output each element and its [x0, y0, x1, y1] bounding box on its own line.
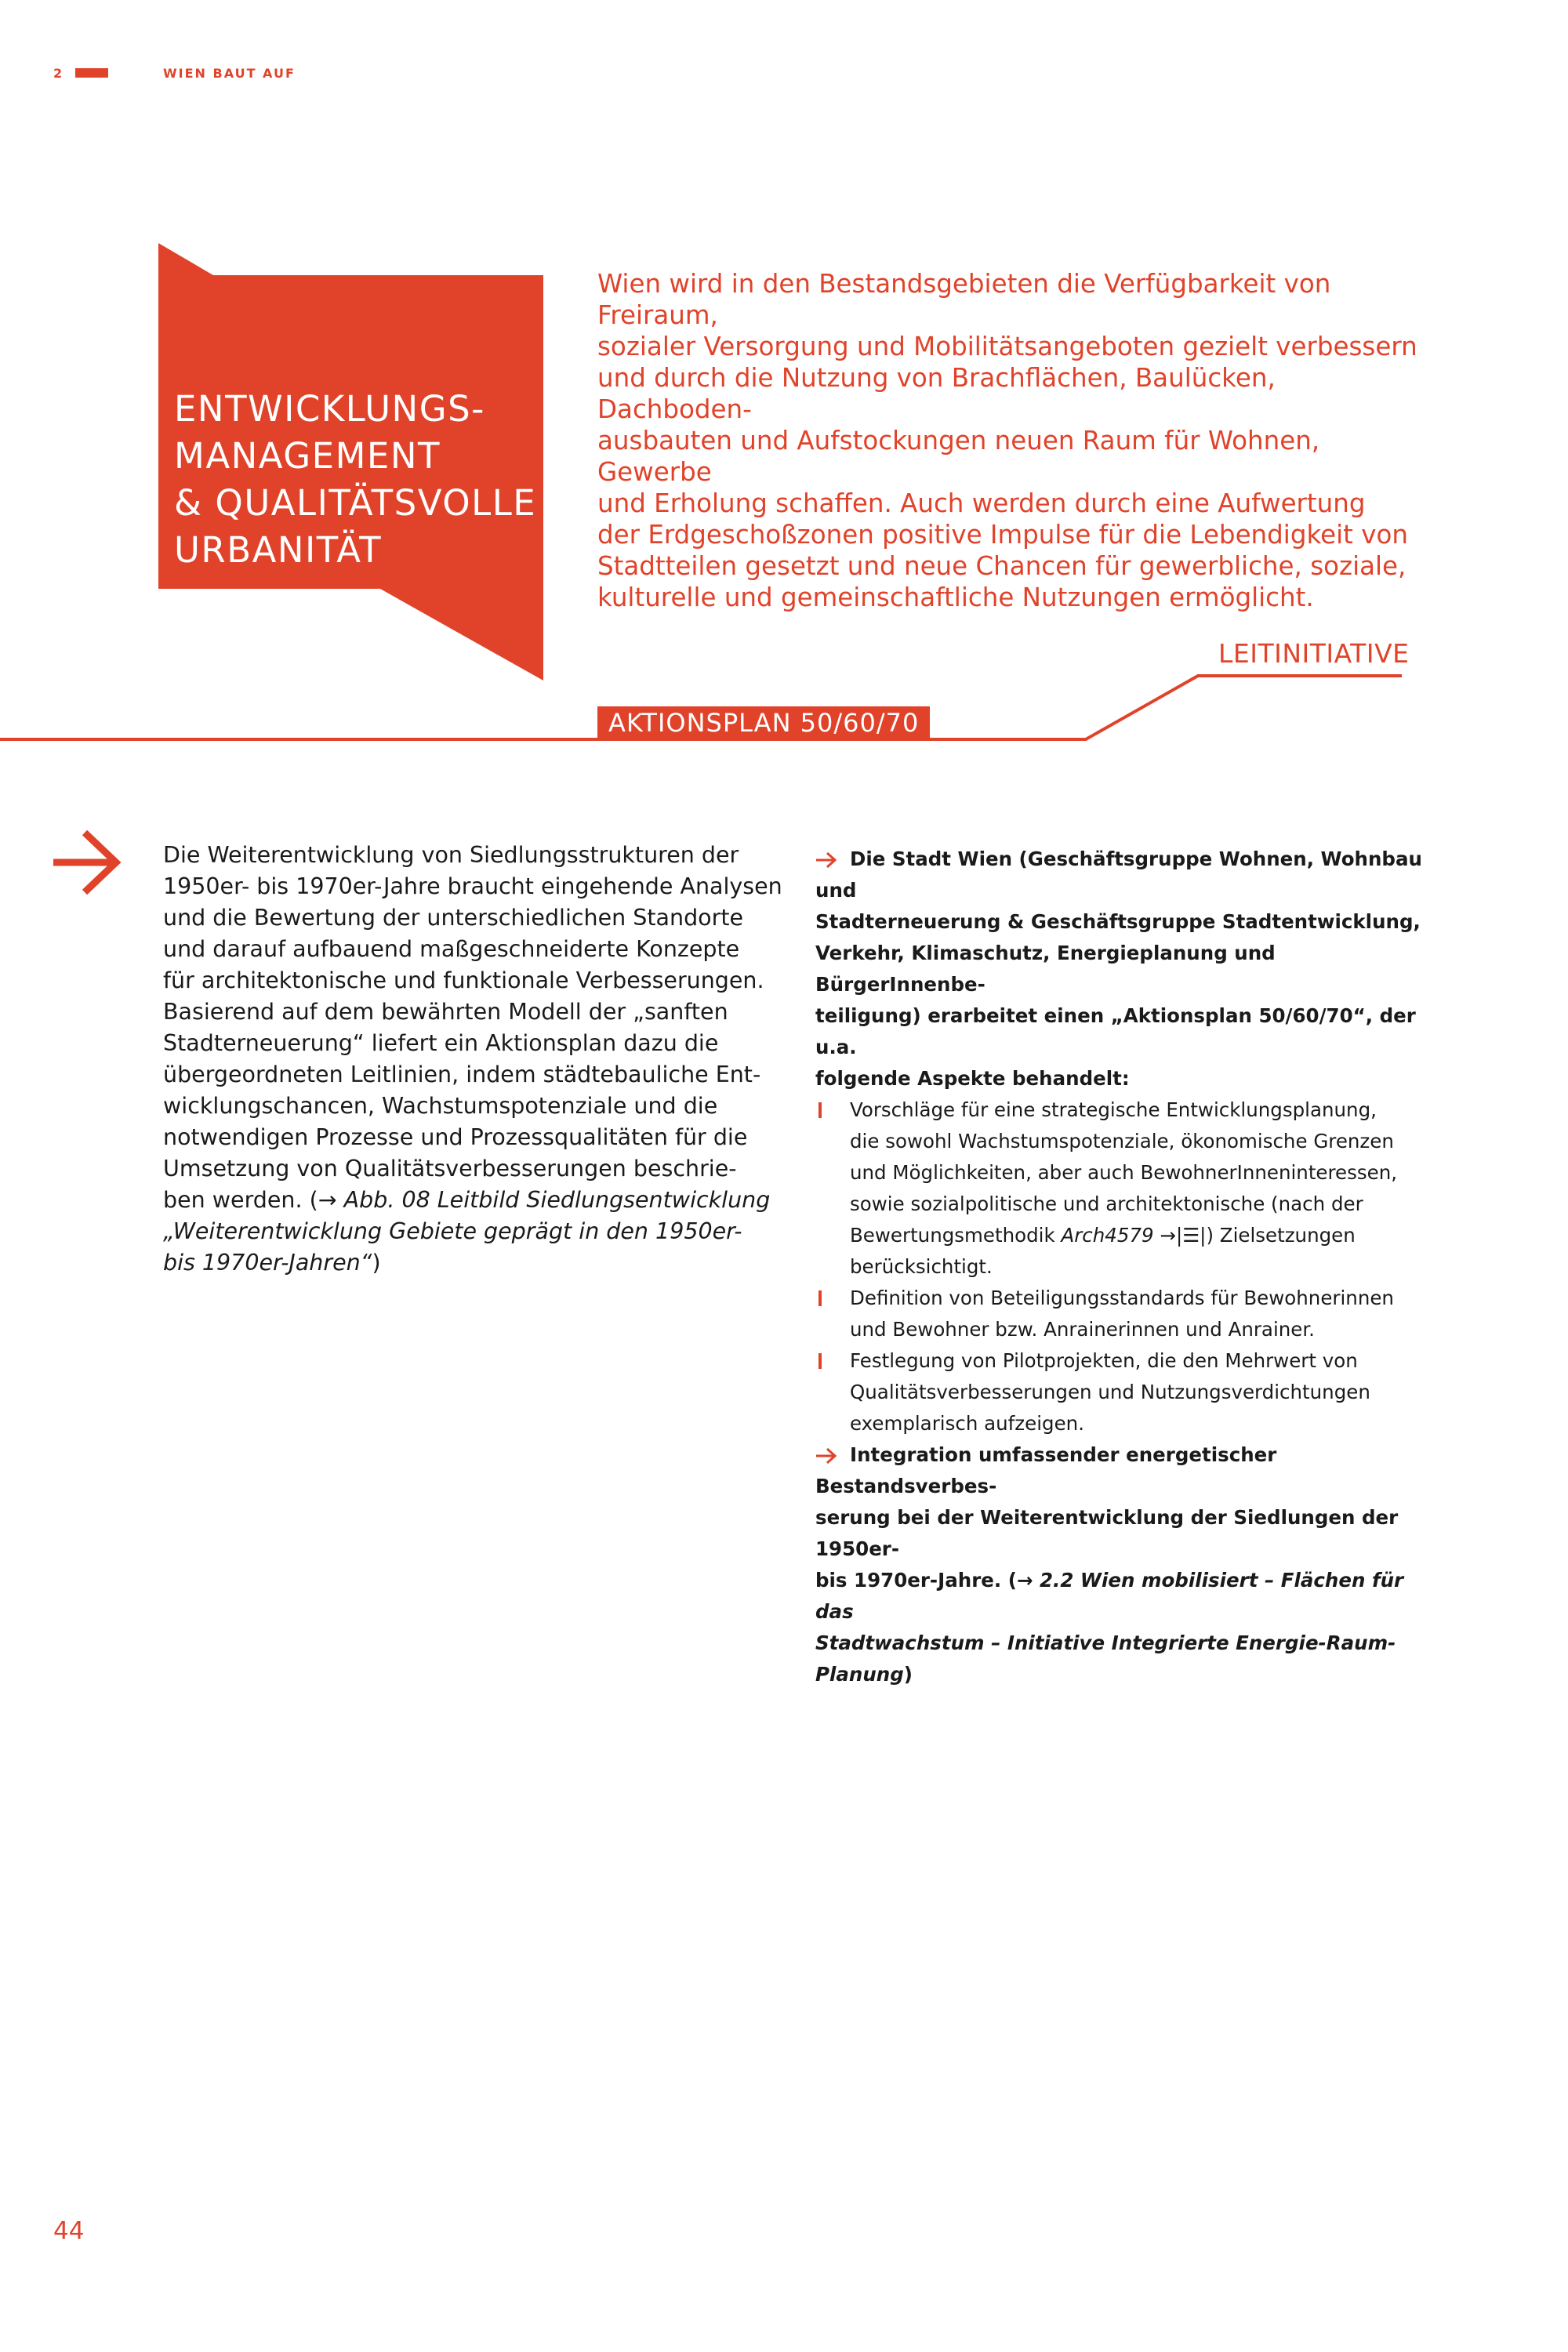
bullet-marker — [818, 1290, 822, 1306]
text-fragment: ) Zielsetzungen — [1206, 1224, 1356, 1247]
chapter-reference[interactable]: Stadtwachstum – Initiative Integrierte Energie-Raum-Planung — [815, 1632, 1396, 1686]
aktionsplan-tag: AKTIONSPLAN 50/60/70 — [597, 706, 930, 739]
text-line: Definition von Beteiligungsstandards für Bewohnerinnen — [850, 1287, 1394, 1309]
header-accent-bar — [75, 68, 108, 78]
intro-paragraph — [597, 268, 1428, 613]
text-line: und die Bewertung der unterschiedlichen Standorte — [163, 905, 744, 931]
leitinitiative-label: LEITINITIATIVE — [1218, 638, 1410, 669]
left-column-text — [163, 840, 782, 1279]
text-line: die sowohl Wachstumspotenziale, ökonomische Grenzen — [850, 1130, 1394, 1152]
text-line: exemplarisch aufzeigen. — [850, 1412, 1084, 1435]
text-line: notwendigen Prozesse und Prozessqualitäten für die — [163, 1124, 748, 1150]
chapter-title-line: URBANITÄT — [174, 529, 383, 571]
text-line-with-reference — [163, 1185, 782, 1216]
text-line: Qualitätsverbesserungen und Nutzungsverdichtungen — [850, 1381, 1370, 1403]
small-arrow-icon — [815, 852, 837, 868]
intro-line: der Erdgeschoßzonen positive Impulse für die Lebendigkeit von — [597, 520, 1408, 550]
text-line: Umsetzung von Qualitätsverbesserungen beschrie- — [163, 1156, 737, 1181]
text-line — [815, 1628, 1443, 1690]
chapter-reference[interactable]: 2.2 Wien mobilisiert – Flächen für das — [815, 1569, 1404, 1623]
text-line: Festlegung von Pilotprojekten, die den Mehrwert von — [850, 1349, 1358, 1372]
text-line: Vorschläge für eine strategische Entwicklungsplanung, — [850, 1098, 1377, 1121]
figure-reference[interactable]: bis 1970er-Jahren“ — [163, 1250, 372, 1276]
list-item — [850, 1094, 1443, 1283]
text-line: Integration umfassender energetischer Bestandsverbes- — [815, 1443, 1277, 1497]
aspect-bullet-list — [815, 1094, 1443, 1439]
reference-arrow-icon: → — [318, 1187, 337, 1213]
text-fragment: ben werden. ( — [163, 1187, 318, 1213]
text-line: Die Weiterentwicklung von Siedlungsstrukturen der — [163, 842, 739, 868]
text-fragment: Bewertungsmethodik — [850, 1224, 1062, 1247]
method-reference[interactable]: Arch4579 — [1061, 1224, 1154, 1247]
text-line: Stadterneuerung“ liefert ein Aktionsplan dazu die — [163, 1030, 719, 1056]
text-line: 1950er- bis 1970er-Jahre braucht eingehende Analysen — [163, 873, 782, 899]
figure-reference[interactable]: „Weiterentwicklung Gebiete geprägt in den 1950er- — [163, 1218, 742, 1244]
list-item-energy-integration — [815, 1439, 1443, 1690]
list-item — [850, 1345, 1443, 1439]
header-page-number: 2 — [53, 66, 64, 81]
figure-reference[interactable]: Abb. 08 Leitbild Siedlungsentwicklung — [336, 1187, 771, 1213]
reference-arrow-icon: → — [1016, 1569, 1033, 1592]
text-line: übergeordneten Leitlinien, indem städtebauliche Ent- — [163, 1062, 761, 1087]
chapter-title — [174, 386, 550, 574]
bullet-marker — [818, 1353, 822, 1369]
large-arrow-icon — [52, 829, 122, 900]
right-column-list — [815, 844, 1443, 1690]
text-fragment: ) — [903, 1663, 913, 1686]
intro-line: und Erholung schaffen. Auch werden durch eine Aufwertung — [597, 488, 1366, 518]
small-arrow-icon — [815, 1448, 837, 1464]
text-line: und darauf aufbauend maßgeschneiderte Konzepte — [163, 936, 740, 962]
text-line — [850, 1220, 1443, 1251]
text-line — [815, 1565, 1443, 1628]
text-line: und Bewohner bzw. Anrainerinnen und Anrainer. — [850, 1318, 1315, 1341]
text-line: und Möglichkeiten, aber auch BewohnerInneninteressen, — [850, 1161, 1398, 1184]
text-line — [163, 1216, 782, 1247]
bullet-marker — [818, 1102, 822, 1118]
text-fragment: ) — [372, 1250, 381, 1276]
text-line: teiligung) erarbeitet einen „Aktionsplan 50/60/70“, der u.a. — [815, 1004, 1416, 1058]
text-line: Die Stadt Wien (Geschäftsgruppe Wohnen, Wohnbau und — [815, 848, 1422, 902]
chapter-title-line: ENTWICKLUNGS- — [174, 388, 485, 430]
text-line: Stadterneuerung & Geschäftsgruppe Stadtentwicklung, — [815, 910, 1421, 933]
list-item-aktionsplan — [815, 844, 1443, 1094]
list-item — [850, 1283, 1443, 1345]
intro-line: ausbauten und Aufstockungen neuen Raum für Wohnen, Gewerbe — [597, 426, 1320, 487]
intro-line: sozialer Versorgung und Mobilitätsangeboten gezielt verbessern — [597, 332, 1417, 361]
text-line: Basierend auf dem bewährten Modell der „sanften — [163, 999, 728, 1025]
glossary-reference-icon[interactable]: →|☰| — [1153, 1224, 1207, 1247]
text-line: für architektonische und funktionale Verbesserungen. — [163, 967, 764, 993]
intro-line: und durch die Nutzung von Brachflächen, Baulücken, Dachboden- — [597, 363, 1276, 424]
text-line — [163, 1247, 782, 1279]
text-line: Verkehr, Klimaschutz, Energieplanung und BürgerInnenbe- — [815, 942, 1276, 996]
chapter-title-line: MANAGEMENT — [174, 435, 441, 477]
intro-line: Wien wird in den Bestandsgebieten die Verfügbarkeit von Freiraum, — [597, 269, 1331, 330]
text-line: serung bei der Weiterentwicklung der Siedlungen der 1950er- — [815, 1506, 1399, 1560]
intro-line: Stadtteilen gesetzt und neue Chancen für gewerbliche, soziale, — [597, 551, 1406, 581]
intro-line: kulturelle und gemeinschaftliche Nutzungen ermöglicht. — [597, 583, 1314, 612]
text-line: wicklungschancen, Wachstumspotenziale und die — [163, 1093, 718, 1119]
text-fragment: bis 1970er-Jahre. ( — [815, 1569, 1017, 1592]
text-line: folgende Aspekte behandelt: — [815, 1067, 1130, 1090]
text-line: berücksichtigt. — [850, 1255, 993, 1278]
header-section-title: WIEN BAUT AUF — [163, 66, 296, 81]
footer-page-number: 44 — [53, 2217, 85, 2245]
chapter-title-line: & QUALITÄTSVOLLE — [174, 482, 537, 524]
text-line: sowie sozialpolitische und architektonische (nach der — [850, 1192, 1363, 1215]
